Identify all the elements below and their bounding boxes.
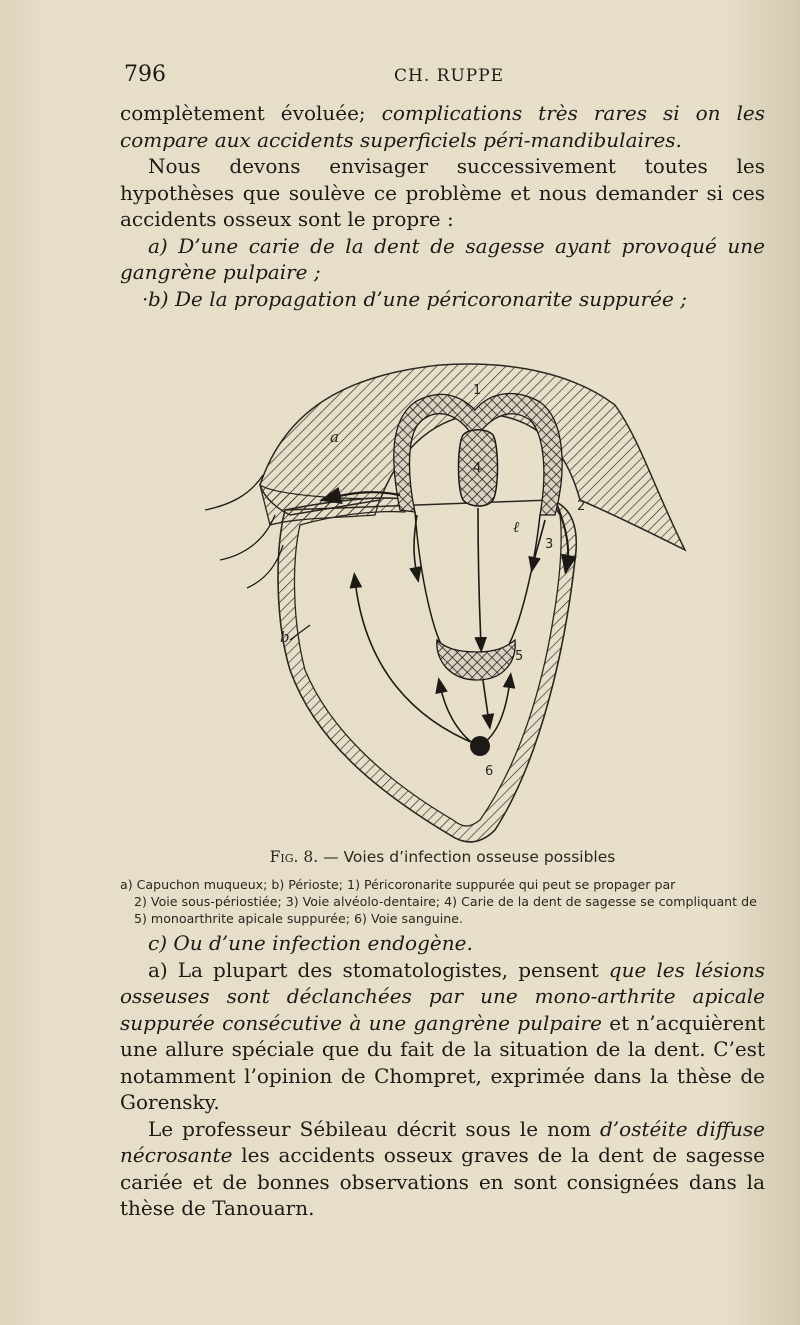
item-a: a) D’une carie de la dent de sagesse ayant provoqué une gangrène pulpaire ;: [120, 233, 765, 284]
paragraph-1: [120, 100, 765, 153]
legend-line-1: a) Capuchon muqueux; b) Périoste; 1) Péricoronarite suppurée qui peut se propager par: [120, 877, 676, 892]
label-2: 2: [577, 499, 586, 514]
margin-dot: ·: [142, 286, 149, 311]
apical-abscess: [437, 640, 515, 680]
item-b-text: b) De la propagation d’une péricoronarite suppurée ;: [148, 286, 687, 311]
label-a: a: [330, 428, 339, 446]
p4-roman-c: les accidents osseux graves de la dent de sagesse cariée et de bonnes observations en sont consignées dans la thèse de Tanouarn.: [120, 1143, 765, 1220]
page-header: [124, 62, 764, 92]
figure-caption: [120, 848, 765, 866]
figure-8-diagram: [195, 350, 705, 850]
top-text-block: [120, 100, 765, 312]
p1-roman: complètement évoluée;: [120, 101, 382, 125]
blood-path-right: [485, 680, 510, 742]
label-tooth: ℓ: [513, 518, 520, 536]
item-c: c) Ou d’une infection endogène.: [148, 931, 473, 955]
p4-roman-a: Le professeur Sébileau décrit sous le nom: [148, 1116, 600, 1141]
figure-legend: [120, 876, 765, 927]
item-b: [120, 286, 765, 313]
running-head: CH. RUPPE: [394, 66, 505, 86]
blood-vessel-dot: [470, 736, 490, 756]
p4-italic: d’ostéite diffuse nécrosante: [120, 1116, 765, 1167]
periosteum-hatched-band: [278, 498, 576, 842]
label-4: 4: [473, 461, 482, 476]
label-1: 1: [473, 383, 482, 398]
p1-italic: complications très rares si on les compare aux accidents superficiels péri-mandibulaires.: [120, 101, 765, 152]
figure-number: Fig. 8.: [269, 848, 319, 866]
paragraph-3: [120, 957, 765, 1116]
figure-title: — Voies d’infection osseuse possibles: [318, 848, 616, 866]
label-6: 6: [485, 764, 494, 779]
p3-italic: que les lésions osseuses sont déclanchées par une mono-arthrite apicale suppurée consécutive à une gangrène pulpaire: [120, 957, 765, 1035]
paragraph-4: [120, 1116, 765, 1222]
path-5-down-arrow: [483, 680, 489, 722]
periosteum-outer: [278, 498, 576, 842]
bottom-text-block: [120, 930, 765, 1222]
paragraph-2: Nous devons envisager successivement toutes les hypothèses que soulève ce problème et nous demander si ces accidents osseux sont le propre :: [120, 154, 765, 231]
p3-roman-a: a) La plupart des stomatologistes, pensent: [148, 957, 609, 982]
legend-line-2: 2) Voie sous-périostiée; 3) Voie alvéolo-dentaire; 4) Carie de la dent de sagesse se compliquant de 5) monoarthrite apicale suppurée; 6) Voie sanguine.: [134, 894, 757, 926]
label-5: 5: [515, 649, 524, 664]
page-number: 796: [124, 62, 166, 87]
p3-roman-c: et n’acquièrent une allure spéciale que du fait de la situation de la dent. C’est notamment l’opinion de Chompret, exprimée dans la thèse de Gorensky.: [120, 1010, 766, 1114]
label-b: b: [280, 628, 290, 646]
label-3: 3: [545, 537, 554, 552]
lead-line-2: [220, 515, 275, 560]
path-4-arrow: [478, 508, 481, 645]
lead-line-1: [205, 475, 263, 510]
